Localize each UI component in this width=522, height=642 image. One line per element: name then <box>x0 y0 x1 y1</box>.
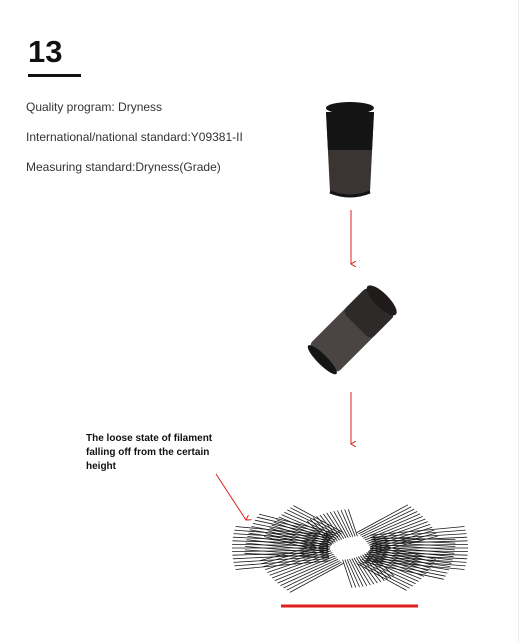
annotation-pointer <box>216 474 246 520</box>
item-number: 13 <box>28 34 63 69</box>
filament-strand <box>294 506 344 533</box>
tilted-cup-icon <box>305 281 401 377</box>
measuring-standard-text: Measuring standard:Dryness(Grade) <box>26 160 221 174</box>
quality-program-text: Quality program: Dryness <box>26 100 163 114</box>
filament-strand <box>360 509 414 535</box>
standard-text: International/national standard:Y09381-II <box>26 130 243 144</box>
filament-strand <box>284 561 340 588</box>
filament-pile-icon <box>232 505 468 593</box>
upright-cup-icon <box>326 102 374 196</box>
filament-annotation: The loose state of filament falling off from the certain height <box>86 433 213 472</box>
filament-strand <box>359 507 412 534</box>
